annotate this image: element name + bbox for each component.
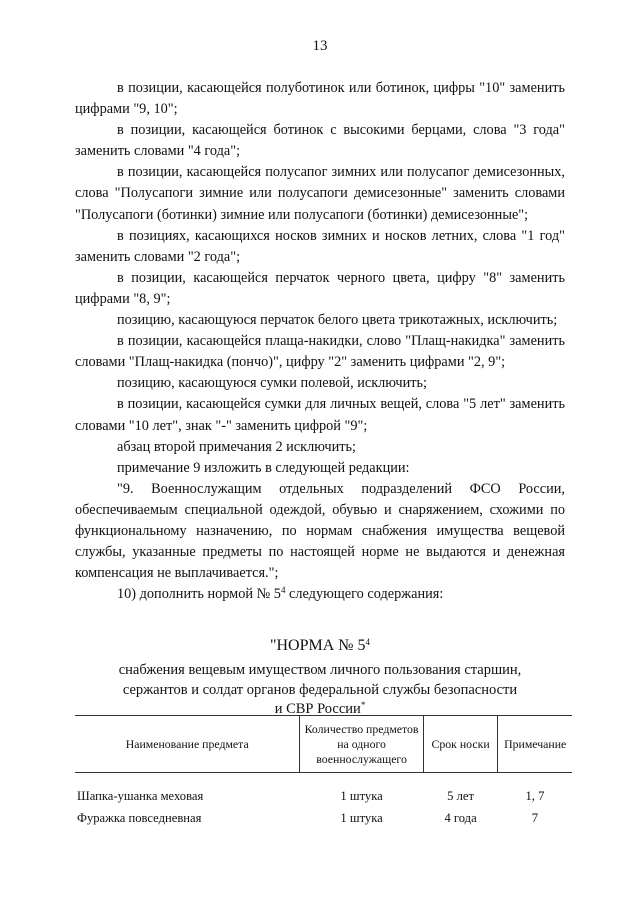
cell-name: Шапка-ушанка меховая — [77, 788, 204, 803]
norm-subtitle-sup: * — [360, 700, 366, 710]
header-note: Примечание — [498, 716, 572, 773]
add-norm-suffix: следующего содержания: — [285, 586, 444, 603]
header-qty: Количество предметов на одного военнослужащего — [300, 716, 423, 773]
paragraph: в позициях, касающихся носков зимних и носков летних, слова "1 год" заменить словами "2 года"; — [75, 227, 565, 265]
paragraph: "9. Военнослужащим отдельных подразделений ФСО России, обеспечиваемым специальной одеждой, обувью и снаряжением, схожими по функциональному назначению, по нормам снабжения имущества вещевой службы, указанные предметы по настоящей норме не выдаются и денежная компенсация не выплачивается."; — [75, 480, 565, 582]
cell-note: 1, 7 — [525, 788, 545, 803]
norm-title — [0, 637, 640, 655]
paragraph: в позиции, касающейся плаща-накидки, слово "Плащ-накидка" заменить словами "Плащ-накидка (пончо)", цифру "2" заменить цифрами "2, 9"; — [75, 333, 565, 371]
page-number: 13 — [312, 38, 328, 54]
paragraph: в позиции, касающейся перчаток черного цвета, цифру "8" заменить цифрами "8, 9"; — [75, 269, 565, 307]
cell-name: Фуражка повседневная — [77, 810, 202, 825]
norm-title-sup: 4 — [365, 637, 371, 647]
norm-subtitle — [100, 661, 540, 720]
paragraph: в позиции, касающейся сумки для личных вещей, слова "5 лет" заменить словами "10 лет", знак "-" заменить цифрой "9"; — [75, 396, 565, 434]
norm-subtitle-text: и СВР России — [274, 701, 361, 717]
add-norm-prefix: 10) дополнить нормой № 5 — [117, 586, 281, 603]
header-name: Наименование предмета — [75, 716, 300, 773]
paragraph-add-norm — [75, 584, 565, 605]
table-header-row — [75, 716, 572, 773]
add-norm-sup: 4 — [280, 585, 286, 596]
paragraph: в позиции, касающейся ботинок с высокими берцами, слова "3 года" заменить словами "4 года"; — [75, 122, 565, 160]
paragraph: позицию, касающуюся перчаток белого цвета трикотажных, исключить; — [117, 312, 558, 329]
body-text — [75, 78, 565, 605]
paragraph: в позиции, касающейся полуботинок или ботинок, цифры "10" заменить цифрами "9, 10"; — [75, 80, 565, 118]
table-row — [75, 773, 572, 808]
cell-qty: 1 штука — [340, 788, 383, 803]
norm-subtitle-line: снабжения вещевым имуществом личного пользования старшин, — [118, 662, 522, 678]
norm-table — [75, 715, 572, 829]
header-term: Срок носки — [423, 716, 498, 773]
paragraph: абзац второй примечания 2 исключить; — [117, 438, 356, 455]
paragraph: примечание 9 изложить в следующей редакции: — [117, 459, 410, 476]
cell-term: 4 года — [444, 810, 477, 825]
cell-qty: 1 штука — [340, 810, 383, 825]
norm-subtitle-line: сержантов и солдат органов федеральной службы безопасности — [122, 681, 518, 698]
paragraph: позицию, касающуюся сумки полевой, исключить; — [117, 375, 428, 392]
norm-title-text: "НОРМА № 5 — [269, 637, 366, 654]
cell-term: 5 лет — [447, 788, 474, 803]
table-row — [75, 807, 572, 829]
cell-note: 7 — [531, 810, 539, 825]
paragraph: в позиции, касающейся полусапог зимних или полусапог демисезонных, слова "Полусапоги зимние или полусапоги демисезонные" заменить словами "Полусапоги (ботинки) зимние или полусапоги (ботинки) демисезонные"; — [75, 164, 565, 223]
